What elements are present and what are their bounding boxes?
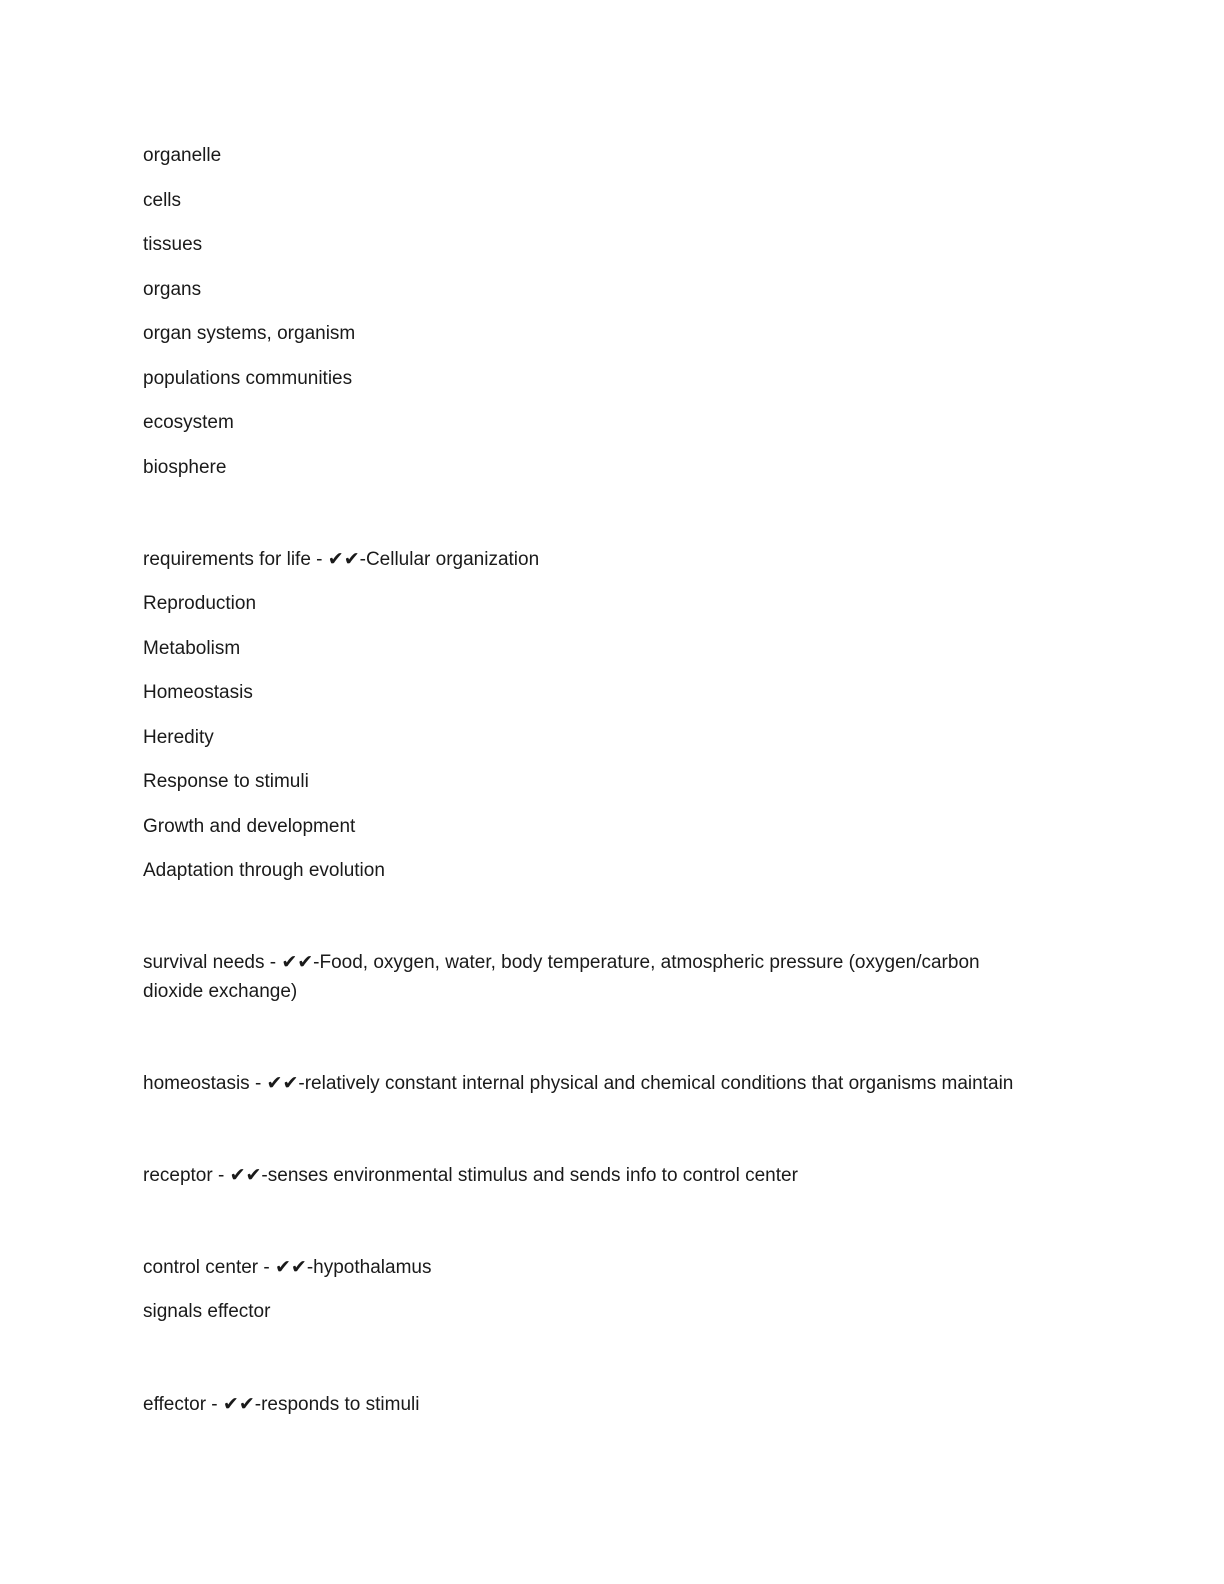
- hierarchy-item-populations: populations communities: [143, 368, 353, 389]
- hierarchy-item-organs: organs: [143, 279, 202, 300]
- requirement-item: Growth and development: [143, 816, 356, 837]
- hierarchy-item-organ-systems: organ systems, organism: [143, 323, 356, 344]
- requirement-item: Homeostasis: [143, 682, 253, 703]
- requirement-item: Adaptation through evolution: [143, 860, 385, 881]
- survival-needs-line-1: survival needs - ✔✔-Food, oxygen, water, body temperature, atmospheric pressure (oxygen/carbon: [143, 952, 980, 973]
- receptor-definition: receptor - ✔✔-senses environmental stimulus and sends info to control center: [143, 1165, 798, 1186]
- control-center-note: signals effector: [143, 1301, 271, 1322]
- requirement-item: Heredity: [143, 727, 214, 748]
- hierarchy-item-biosphere: biosphere: [143, 457, 227, 478]
- requirements-heading: requirements for life - ✔✔-Cellular organization: [143, 549, 540, 570]
- requirement-item: Metabolism: [143, 638, 241, 659]
- requirement-item: Reproduction: [143, 593, 257, 614]
- effector-definition: effector - ✔✔-responds to stimuli: [143, 1394, 420, 1415]
- survival-needs-line-2: dioxide exchange): [143, 981, 298, 1002]
- hierarchy-item-organelle: organelle: [143, 145, 222, 166]
- hierarchy-item-tissues: tissues: [143, 234, 203, 255]
- requirement-item: Response to stimuli: [143, 771, 309, 792]
- hierarchy-item-ecosystem: ecosystem: [143, 412, 234, 433]
- control-center-definition: control center - ✔✔-hypothalamus: [143, 1257, 432, 1278]
- homeostasis-definition: homeostasis - ✔✔-relatively constant internal physical and chemical conditions that organisms maintain: [143, 1073, 1014, 1094]
- hierarchy-item-cells: cells: [143, 190, 182, 211]
